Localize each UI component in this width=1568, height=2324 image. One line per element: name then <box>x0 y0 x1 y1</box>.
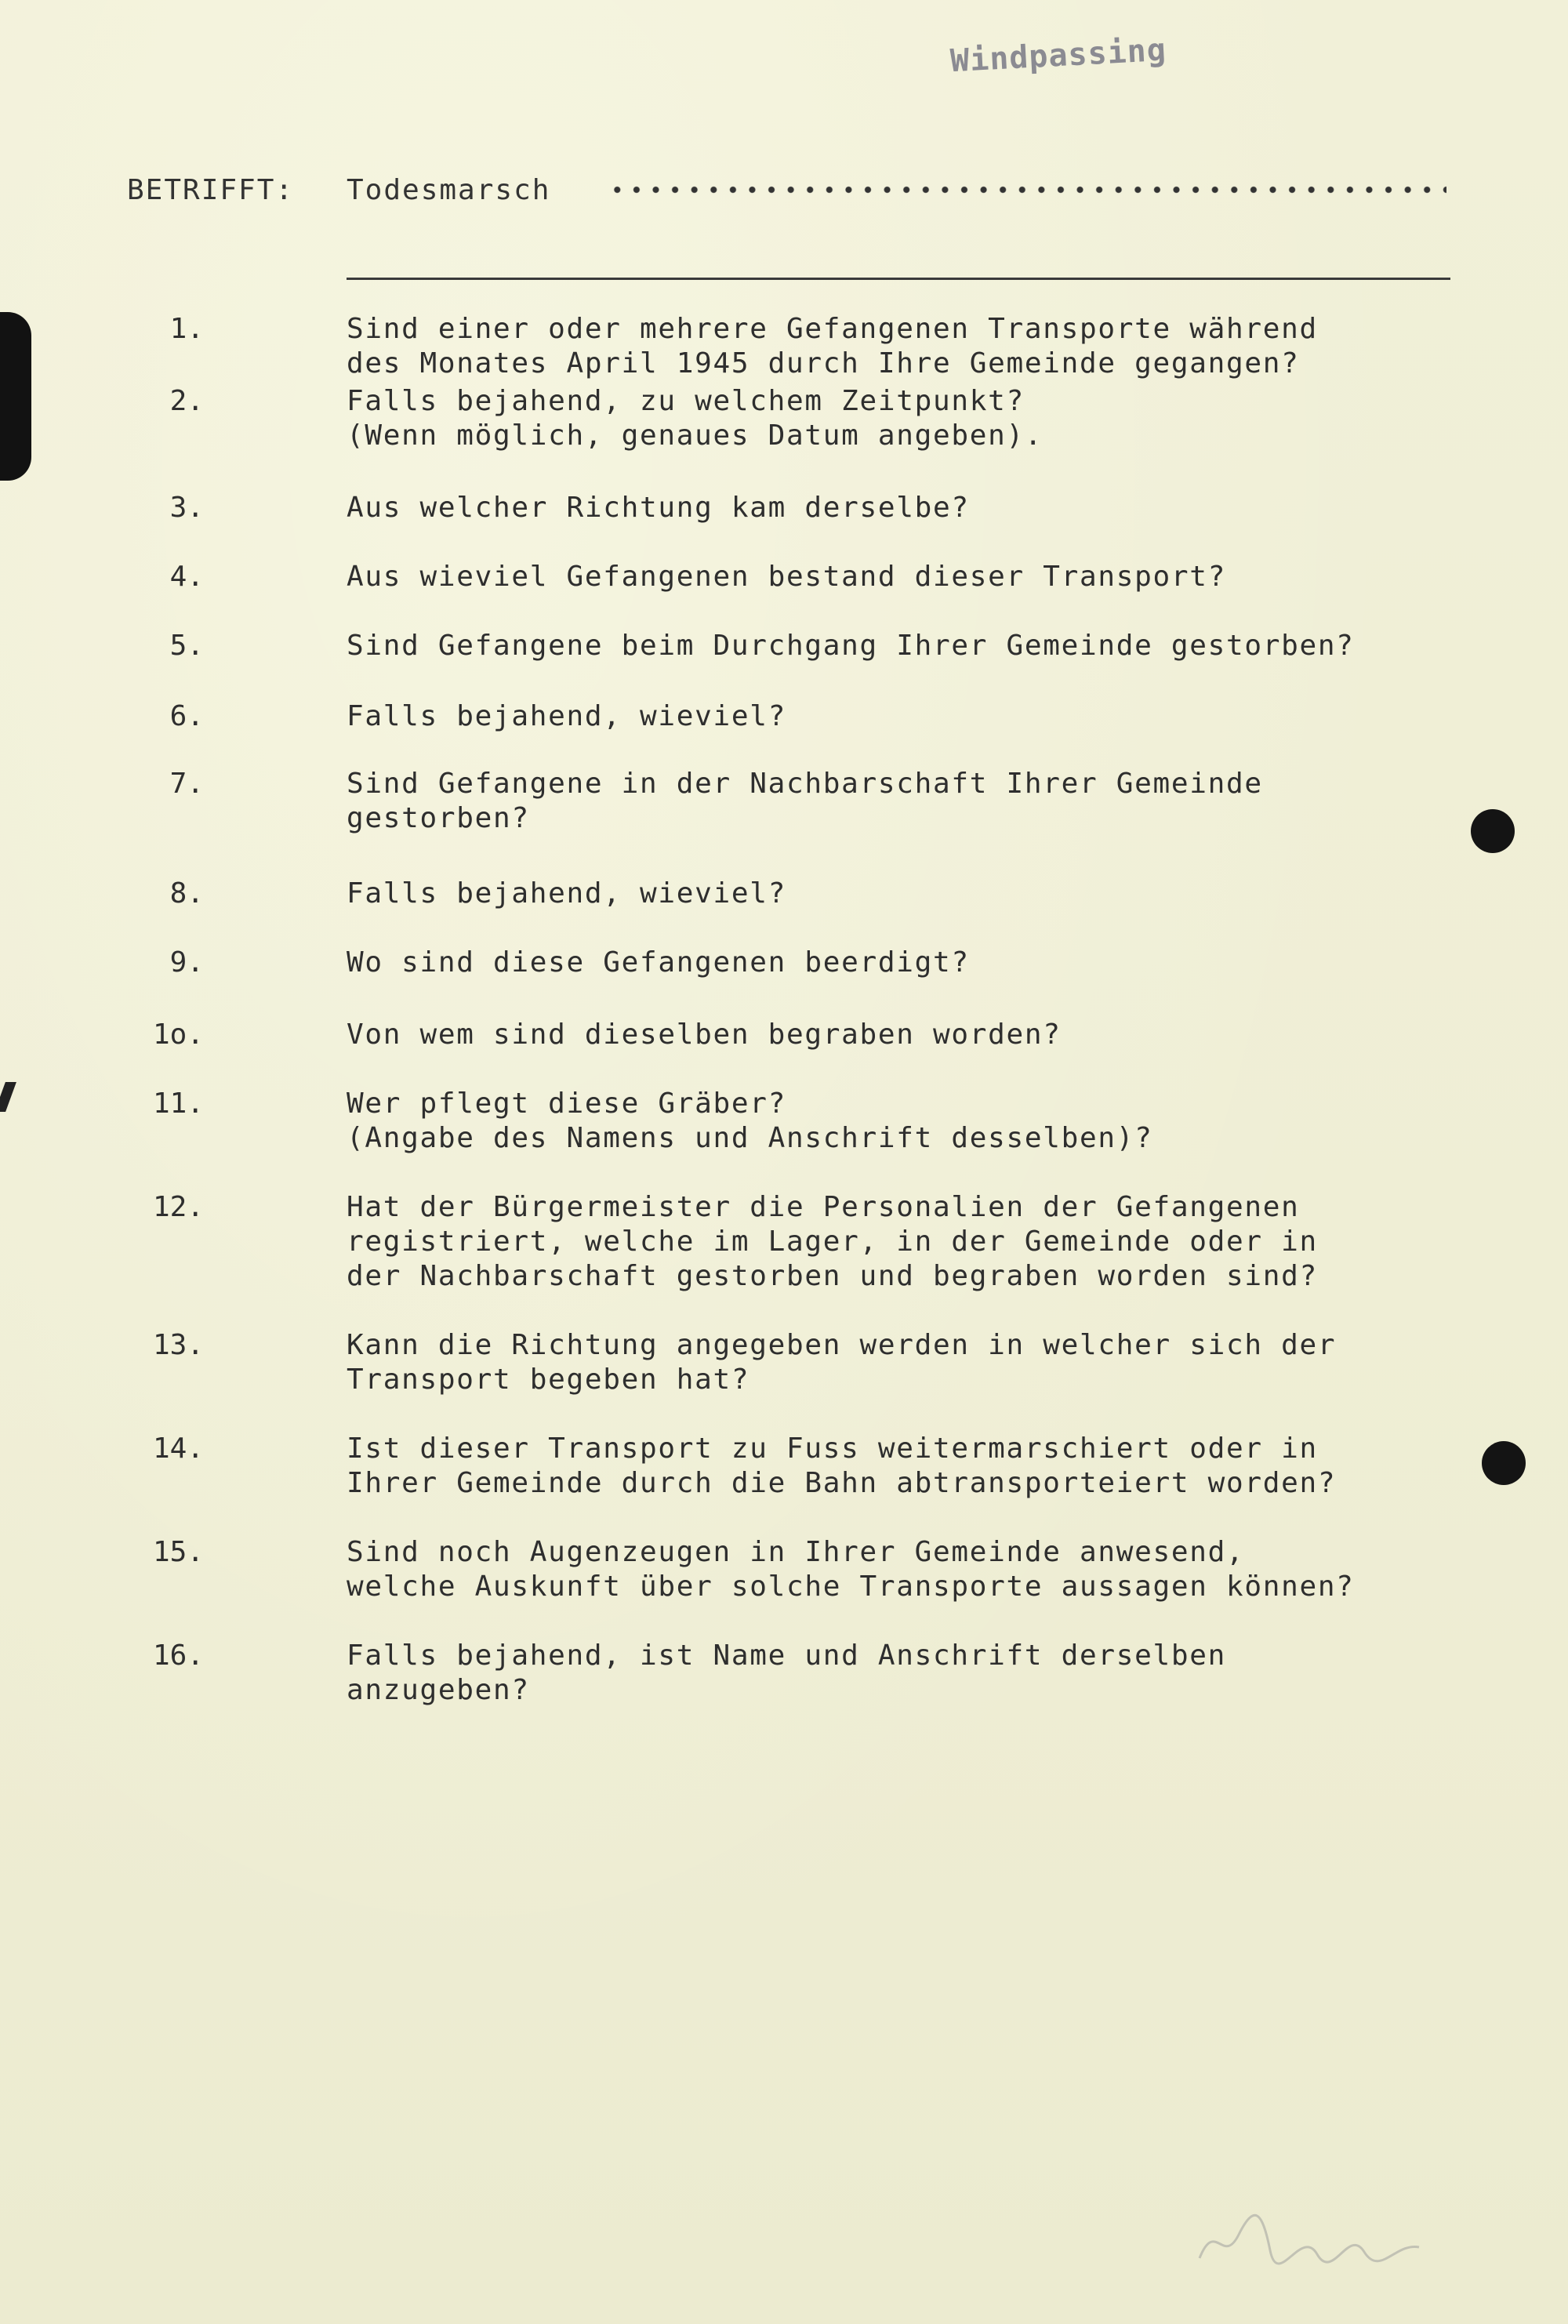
question-number: 8. <box>169 877 204 910</box>
question-text-line: Falls bejahend, wieviel? <box>347 700 786 732</box>
question-text-line: Sind einer oder mehrere Gefangenen Transporte während <box>347 313 1318 345</box>
question-number: 11. <box>152 1088 204 1120</box>
question-text-line: Aus wieviel Gefangenen bestand dieser Transport? <box>347 561 1226 593</box>
question-number: 4. <box>169 561 204 593</box>
subject-value: Todesmarsch <box>347 174 551 206</box>
question-text-line: Wer pflegt diese Gräber? <box>347 1088 786 1120</box>
question-number: 6. <box>169 700 204 732</box>
question-text-line: Falls bejahend, ist Name und Anschrift derselben <box>347 1640 1226 1672</box>
question-number: 2. <box>169 385 204 417</box>
question-number: 5. <box>169 630 204 662</box>
question-number: 3. <box>169 492 204 524</box>
location-stamp: Windpassing <box>949 31 1167 80</box>
question-number: 7. <box>169 768 204 800</box>
question-text-line: Wo sind diese Gefangenen beerdigt? <box>347 946 970 979</box>
question-text-line: Aus welcher Richtung kam derselbe? <box>347 492 970 524</box>
faint-signature <box>1192 2195 1427 2282</box>
question-number: 12. <box>152 1191 204 1223</box>
question-number: 1o. <box>152 1019 204 1051</box>
question-text-line: Ist dieser Transport zu Fuss weitermarschiert oder in <box>347 1433 1318 1465</box>
question-text-line: gestorben? <box>347 802 530 834</box>
binding-mark <box>0 312 31 481</box>
question-text-line: Transport begeben hat? <box>347 1364 750 1396</box>
subject-label: BETRIFFT: <box>127 174 295 206</box>
question-number: 9. <box>169 946 204 979</box>
question-text-line: Kann die Richtung angegeben werden in welcher sich der <box>347 1329 1337 1361</box>
question-text-line: (Wenn möglich, genaues Datum angeben). <box>347 419 1044 452</box>
question-number: 15. <box>152 1536 204 1568</box>
question-number: 14. <box>152 1433 204 1465</box>
horizontal-rule <box>347 278 1450 280</box>
question-text-line: Sind Gefangene in der Nachbarschaft Ihrer Gemeinde <box>347 768 1263 800</box>
question-text-line: Von wem sind dieselben begraben worden? <box>347 1019 1062 1051</box>
question-text-line: des Monates April 1945 durch Ihre Gemeinde gegangen? <box>347 347 1300 379</box>
question-text-line: Falls bejahend, zu welchem Zeitpunkt? <box>347 385 1025 417</box>
question-text-line: anzugeben? <box>347 1674 530 1706</box>
question-text-line: Sind Gefangene beim Durchgang Ihrer Gemeinde gestorben? <box>347 630 1355 662</box>
dotted-fill-line <box>608 182 1446 198</box>
question-text-line: (Angabe des Namens und Anschrift desselben)? <box>347 1122 1153 1154</box>
question-number: 16. <box>152 1640 204 1672</box>
edge-mark <box>0 1082 16 1112</box>
question-text-line: der Nachbarschaft gestorben und begraben worden sind? <box>347 1260 1318 1292</box>
punch-hole <box>1471 809 1515 853</box>
question-number: 13. <box>152 1329 204 1361</box>
punch-hole <box>1482 1441 1526 1485</box>
question-number: 1. <box>169 313 204 345</box>
question-text-line: Sind noch Augenzeugen in Ihrer Gemeinde anwesend, <box>347 1536 1245 1568</box>
question-text-line: Hat der Bürgermeister die Personalien der Gefangenen <box>347 1191 1300 1223</box>
question-text-line: Ihrer Gemeinde durch die Bahn abtransporteiert worden? <box>347 1467 1337 1499</box>
question-text-line: welche Auskunft über solche Transporte aussagen können? <box>347 1571 1355 1603</box>
question-text-line: registriert, welche im Lager, in der Gemeinde oder in <box>347 1226 1318 1258</box>
question-text-line: Falls bejahend, wieviel? <box>347 877 786 910</box>
